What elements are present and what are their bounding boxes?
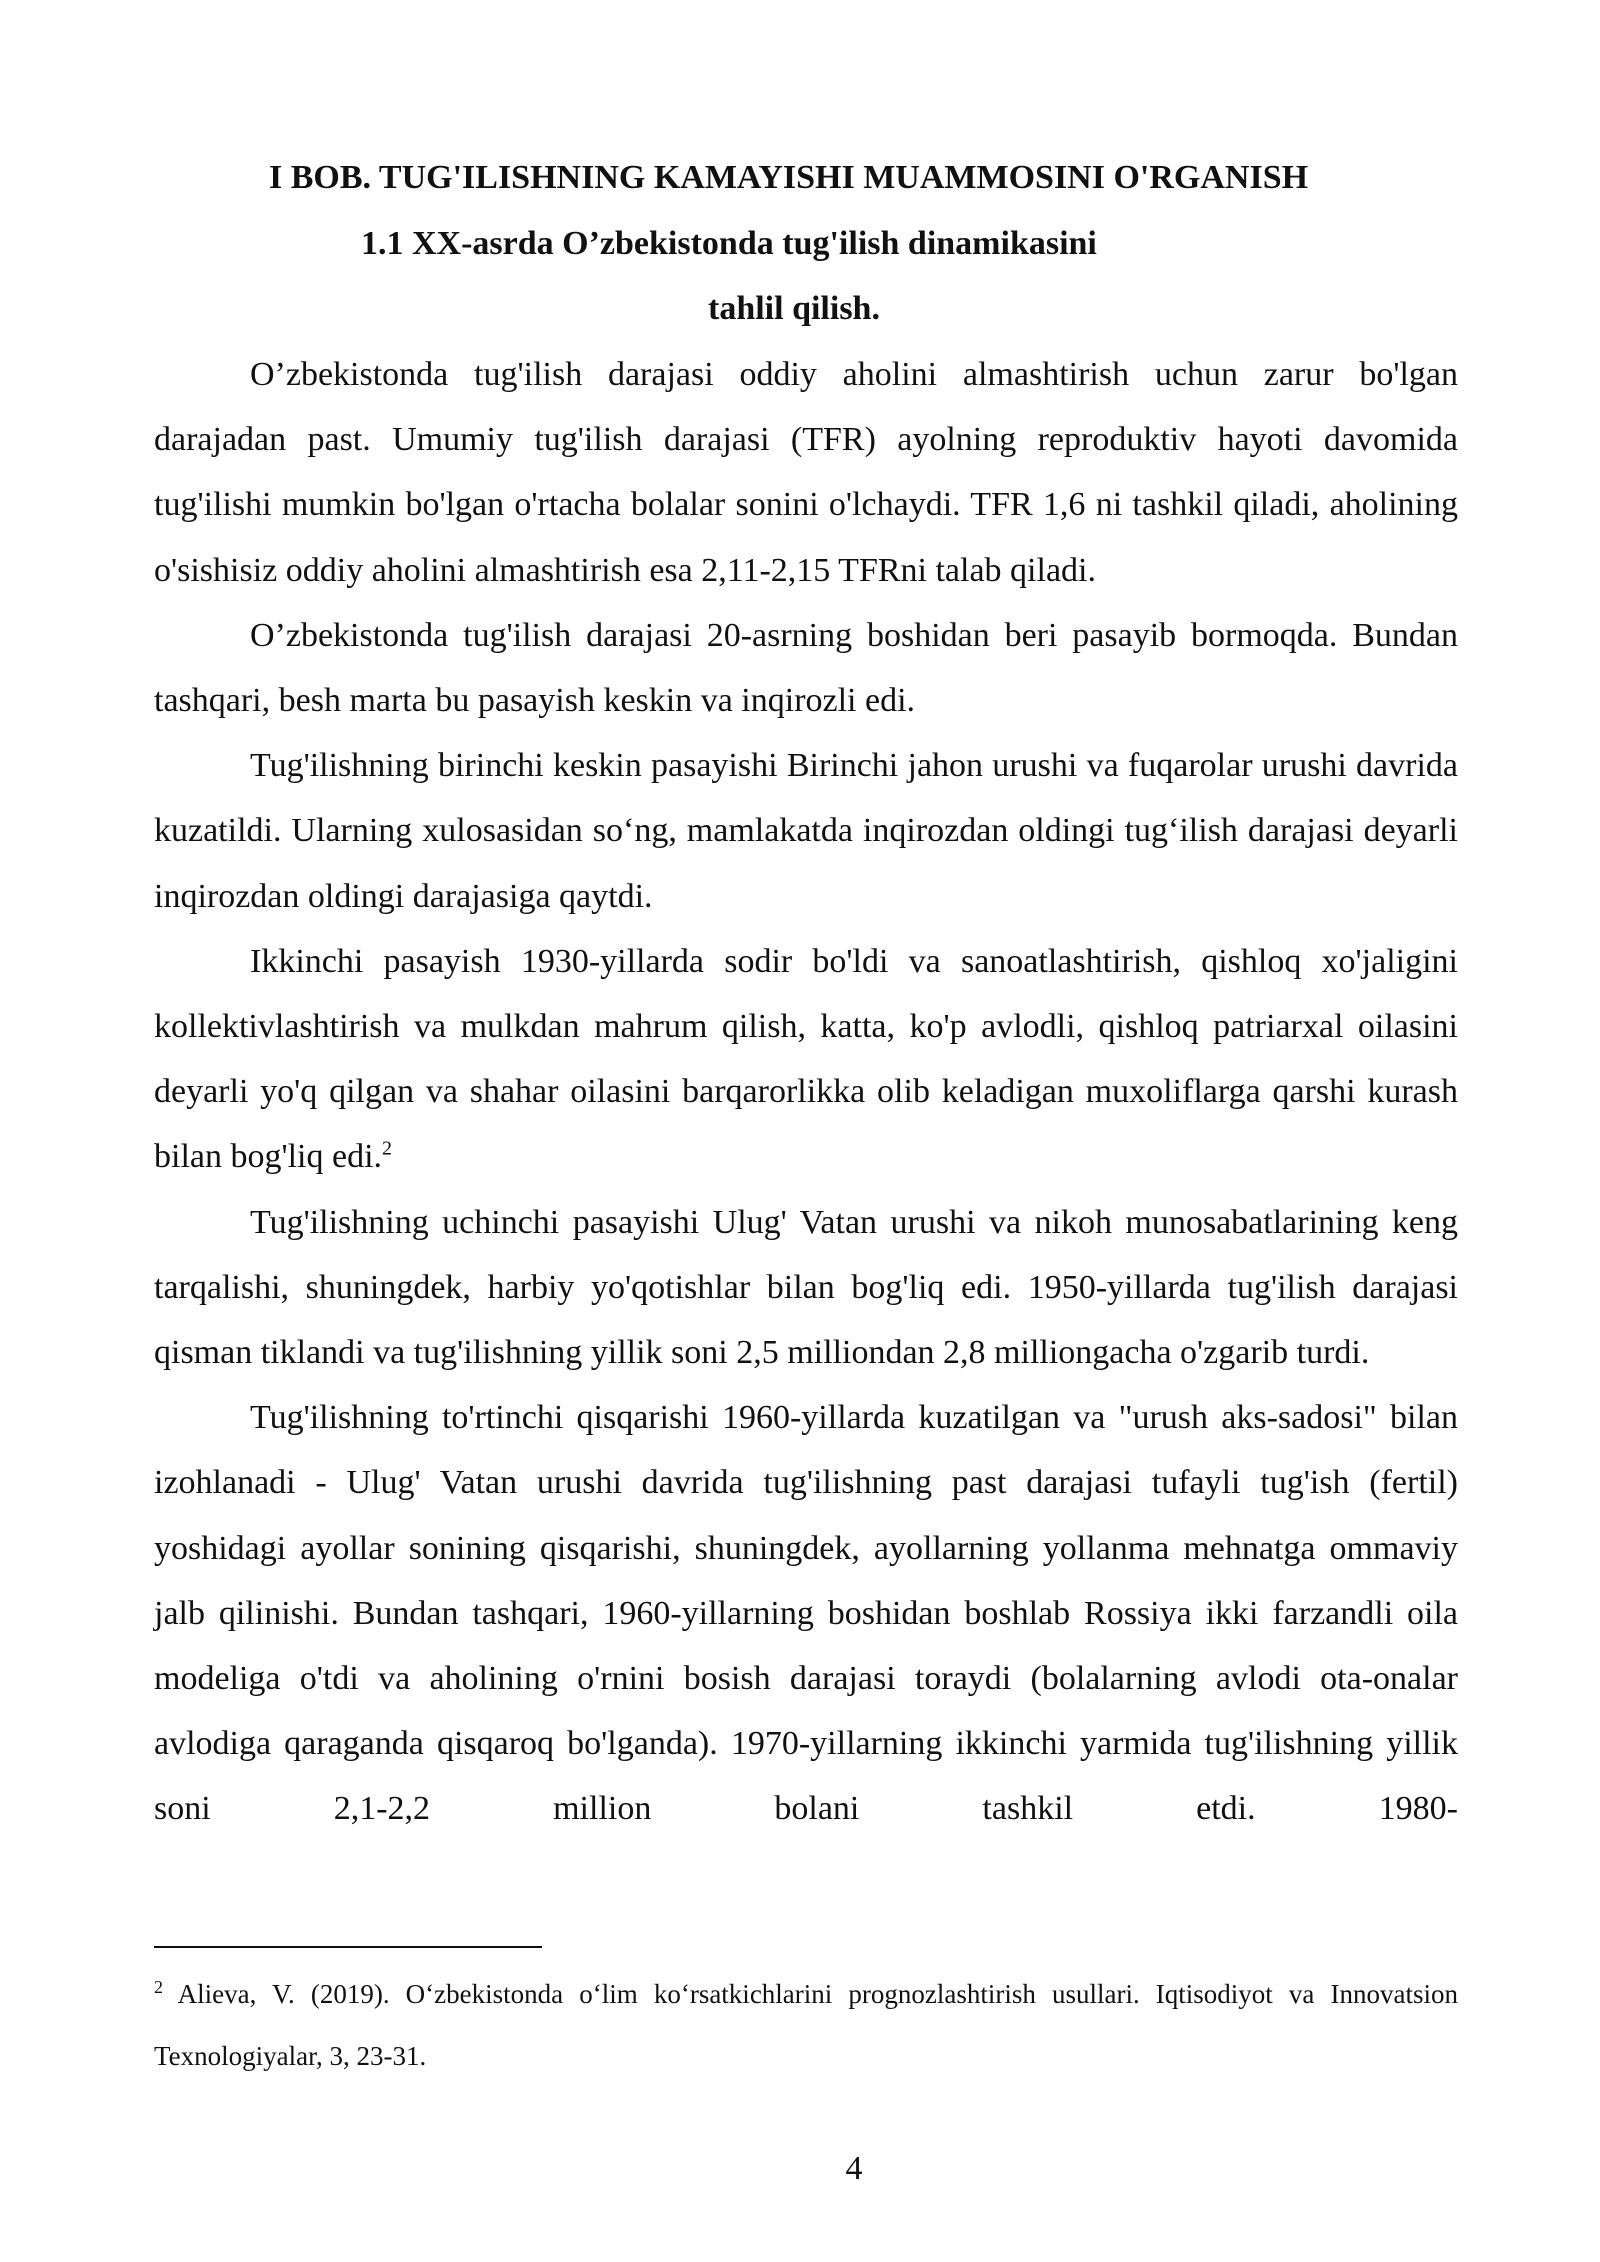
chapter-title: I BOB. TUG'ILISHNING KAMAYISHI MUAMMOSINI O'RGANISH — [269, 159, 1309, 196]
footnote-reference[interactable]: 2 — [382, 1138, 393, 1161]
paragraph-4 — [154, 929, 1458, 1190]
paragraph-1: O’zbekistonda tug'ilish darajasi oddiy aholini almashtirish uchun zarur bo'lgan darajadan past. Umumiy tug'ilish darajasi (TFR) ayolning reproduktiv hayoti davomida tug'ilishi mumkin bo'lgan o'rtacha bolalar sonini o'lchaydi. TFR 1,6 ni tashkil qiladi, aholining o'sishisiz oddiy aholini almashtirish esa 2,11-2,15 TFRni talab qiladi. — [154, 356, 1458, 589]
paragraph-2: O’zbekistonda tug'ilish darajasi 20-asrning boshidan beri pasayib bormoqda. Bundan tashqari, besh marta bu pasayish keskin va inqirozli edi. — [154, 616, 1458, 720]
paragraph-6: Tug'ilishning to'rtinchi qisqarishi 1960-yillarda kuzatilgan va "urush aks-sadosi" bilan izohlanadi - Ulug' Vatan urushi davrida tug'ilishning past darajasi tufayli tug'ish (fertil) yoshidagi ayollar sonining qisqarishi, shuningdek, ayollarning yollanma mehnatga ommaviy jalb qilinishi. Bundan tashqari, 1960-yillarning boshidan boshlab Rossiya ikki farzandli oila modeliga o'tdi va aholining o'rnini bosish darajasi toraydi (bolalarning avlodi ota-onalar avlodiga qaraganda qisqaroq bo'lganda). 1970-yillarning ikkinchi yarmida tug'ilishning yillik soni 2,1-2,2 million bolani tashkil etdi. 1980- — [154, 1399, 1458, 1828]
body-text — [154, 342, 1458, 1842]
section-title-line-1: 1.1 XX-asrda O’zbekistonda tug'ilish dinamikasini — [361, 225, 1097, 262]
footnote-number: 2 — [154, 1977, 163, 1997]
paragraph-3: Tug'ilishning birinchi keskin pasayishi Birinchi jahon urushi va fuqarolar urushi davrida kuzatildi. Ularning xulosasidan so‘ng, mamlakatda inqirozdan oldingi tug‘ilish darajasi deyarli inqirozdan oldingi darajasiga qaytdi. — [154, 747, 1458, 915]
paragraph-4-text: Ikkinchi pasayish 1930-yillarda sodir bo'ldi va sanoatlashtirish, qishloq xo'jaligini kollektivlashtirish va mulkdan mahrum qilish, katta, ko'p avlodli, qishloq patriarxal oilasini deyarli yo'q qilgan va shahar oilasini barqarorlikka olib keladigan muxoliflarga qarshi kurash bilan bog'liq edi. — [154, 942, 1458, 1176]
paragraph-5: Tug'ilishning uchinchi pasayishi Ulug' Vatan urushi va nikoh munosabatlarining keng tarqalishi, shuningdek, harbiy yo'qotishlar bilan bog'liq edi. 1950-yillarda tug'ilish darajasi qisman tiklandi va tug'ilishning yillik soni 2,5 milliondan 2,8 milliongacha o'zgarib turdi. — [154, 1203, 1458, 1372]
page-number: 4 — [845, 2150, 863, 2187]
footnote — [154, 1963, 1458, 2087]
footnote-separator — [154, 1946, 542, 1948]
footnote-text: Alieva, V. (2019). O‘zbekistonda o‘lim ko‘rsatkichlarini prognozlashtirish usullari. Iqtisodiyot va Innovatsion Texnologiyalar, 3, 23-31. — [154, 1979, 1458, 2071]
section-title-line-2: tahlil qilish. — [708, 290, 880, 327]
